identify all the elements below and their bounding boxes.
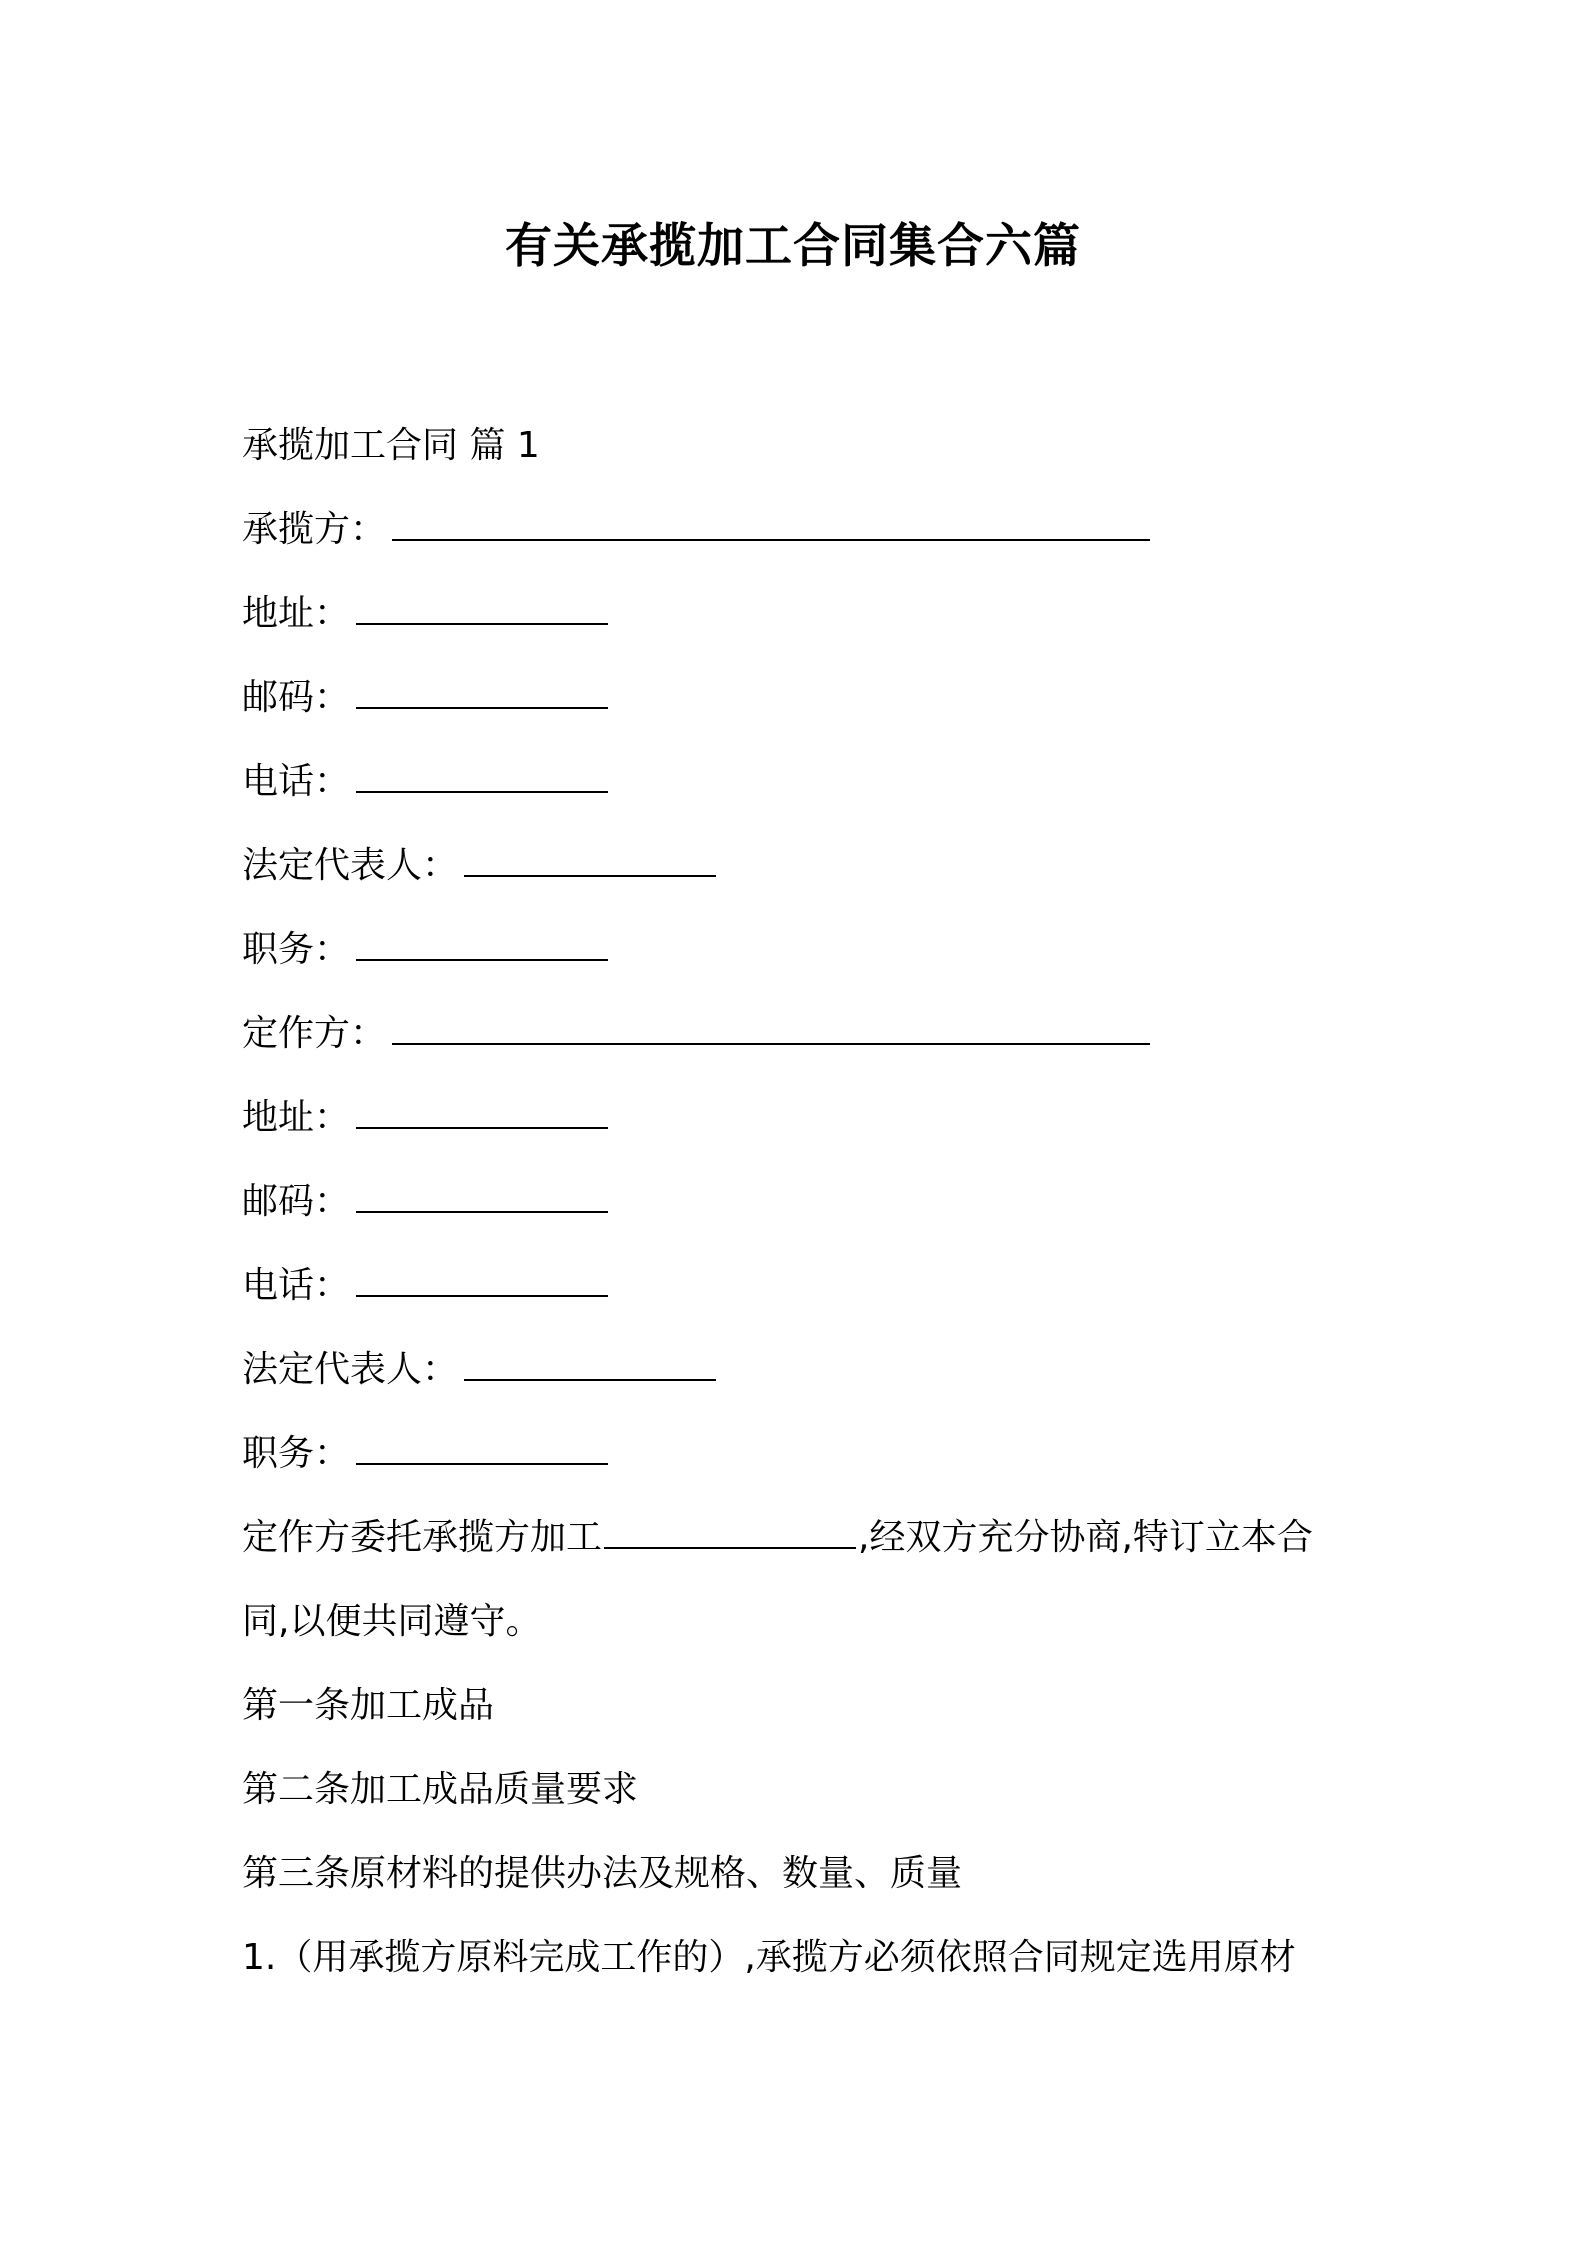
contractor-address-blank <box>356 591 608 625</box>
contractor-position-row <box>242 908 1357 992</box>
contractor-legal-rep-row <box>242 824 1357 908</box>
contractor-postcode-label: 邮码： <box>242 677 351 718</box>
article-3-item-1: 1.（用承揽方原料完成工作的）,承揽方必须依照合同规定选用原材 <box>242 1937 1296 1978</box>
intro-text-part2: ,经双方充分协商,特订立本合 <box>858 1517 1313 1558</box>
contractor-postcode-blank <box>356 675 608 709</box>
client-postcode-label: 邮码： <box>242 1181 351 1222</box>
client-position-row <box>242 1412 1357 1496</box>
client-party-row <box>242 992 1357 1076</box>
contractor-party-label: 承揽方： <box>242 509 387 550</box>
contractor-legal-rep-label: 法定代表人： <box>242 845 459 886</box>
client-postcode-blank <box>356 1179 608 1213</box>
contractor-position-label: 职务： <box>242 929 351 970</box>
article-1: 第一条加工成品 <box>242 1685 495 1726</box>
contractor-party-row <box>242 488 1357 572</box>
contractor-address-label: 地址： <box>242 593 351 634</box>
contractor-party-blank <box>392 507 1150 541</box>
document-title: 有关承揽加工合同集合六篇 <box>505 219 1081 274</box>
client-position-label: 职务： <box>242 1433 351 1474</box>
section-heading: 承揽加工合同 篇 1 <box>242 425 540 466</box>
client-legal-rep-blank <box>464 1347 716 1381</box>
contractor-postcode-row <box>242 656 1357 740</box>
client-legal-rep-label: 法定代表人： <box>242 1349 459 1390</box>
document-body <box>242 404 1357 2000</box>
contractor-legal-rep-blank <box>464 843 716 877</box>
article-3: 第三条原材料的提供办法及规格、数量、质量 <box>242 1853 963 1894</box>
contractor-address-row <box>242 572 1357 656</box>
intro-paragraph-line2: 同,以便共同遵守。 <box>242 1601 542 1642</box>
contractor-phone-row <box>242 740 1357 824</box>
intro-text-part1: 定作方委托承揽方加工 <box>242 1517 603 1558</box>
contractor-phone-blank <box>356 759 608 793</box>
contractor-phone-label: 电话： <box>242 761 351 802</box>
client-party-blank <box>392 1011 1150 1045</box>
client-address-blank <box>356 1095 608 1129</box>
client-address-label: 地址： <box>242 1097 351 1138</box>
client-address-row <box>242 1076 1357 1160</box>
client-position-blank <box>356 1431 608 1465</box>
client-phone-row <box>242 1244 1357 1328</box>
intro-product-blank <box>604 1515 856 1549</box>
article-2: 第二条加工成品质量要求 <box>242 1769 639 1810</box>
contractor-position-blank <box>356 927 608 961</box>
client-postcode-row <box>242 1160 1357 1244</box>
client-phone-blank <box>356 1263 608 1297</box>
client-legal-rep-row <box>242 1328 1357 1412</box>
client-phone-label: 电话： <box>242 1265 351 1306</box>
client-party-label: 定作方： <box>242 1013 387 1054</box>
intro-paragraph-line1 <box>242 1496 1357 1580</box>
